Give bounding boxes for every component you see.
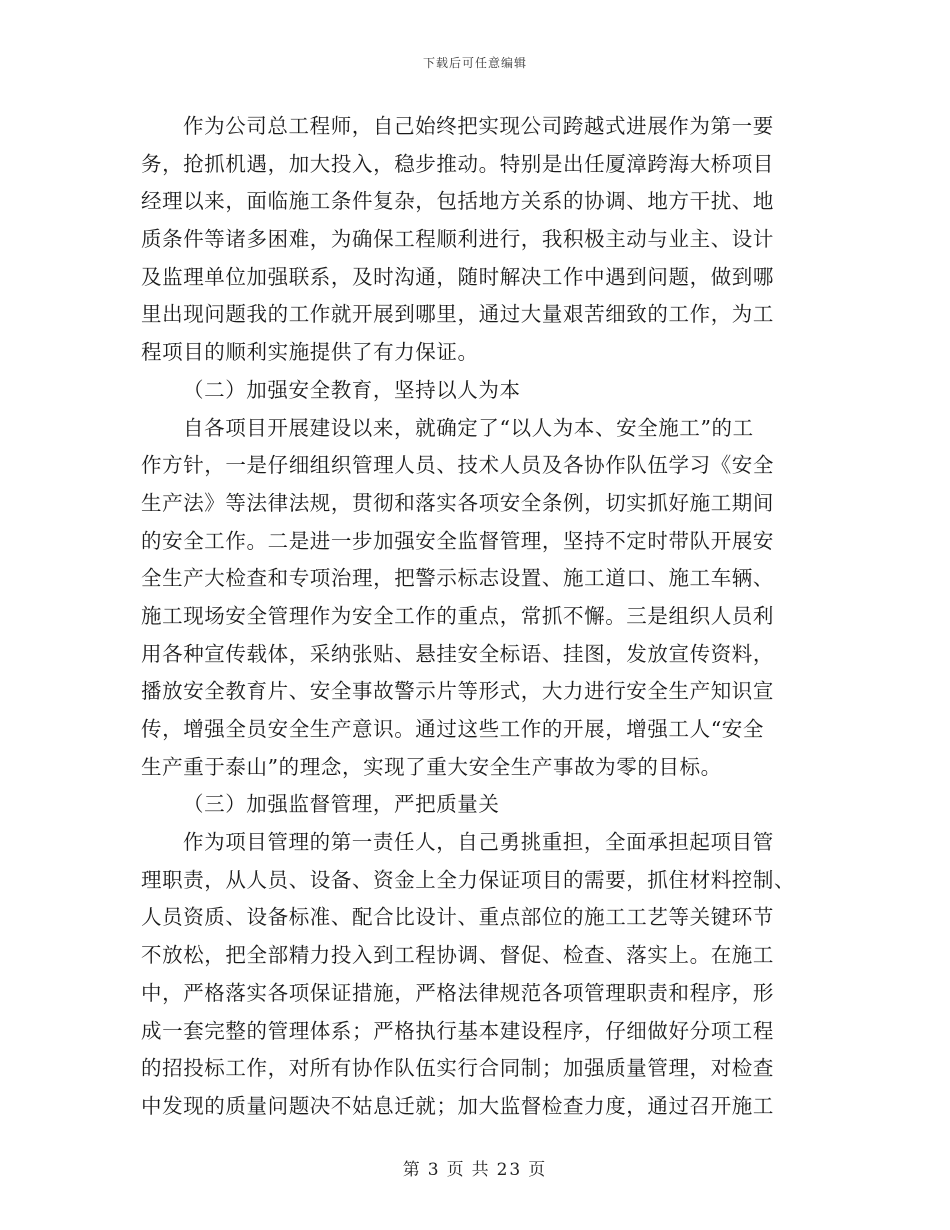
total-pages-number: 23 — [496, 1160, 523, 1180]
current-page-number: 3 — [427, 1160, 441, 1180]
page-header: 下载后可任意编辑 — [422, 56, 527, 70]
section-heading: （三）加强监督管理，严把质量关 — [183, 792, 500, 817]
body-line: 的安全工作。二是进一步加强安全监督管理，坚持不定时带队开展安 — [141, 528, 774, 553]
body-line: 程项目的顺利实施提供了有力保证。 — [141, 340, 479, 365]
body-line: 作为项目管理的第一责任人，自己勇挑重担，全面承担起项目管 — [183, 830, 774, 855]
body-line: 中发现的质量问题决不姑息迁就；加大监督检查力度，通过召开施工 — [141, 1093, 774, 1118]
body-line: 生产重于泰山”的理念，实现了重大安全生产事故为零的目标。 — [141, 754, 722, 779]
footer-total-label: 共 — [471, 1160, 491, 1180]
body-line: 传，增强全员安全生产意识。通过这些工作的开展，增强工人“安全 — [141, 717, 764, 741]
body-line: 里出现问题我的工作就开展到哪里，通过大量艰苦细致的工作，为工 — [141, 302, 774, 327]
footer-prefix: 第 — [402, 1160, 422, 1180]
body-line: 用各种宣传载体，采纳张贴、悬挂安全标语、挂图，发放宣传资料， — [141, 641, 774, 666]
body-line: 中，严格落实各项保证措施，严格法律规范各项管理职责和程序，形 — [141, 980, 774, 1005]
page-footer — [0, 1155, 950, 1180]
section-heading: （二）加强安全教育，坚持以人为本 — [183, 377, 521, 402]
footer-page-unit: 页 — [446, 1160, 466, 1180]
body-line: 施工现场安全管理作为安全工作的重点，常抓不懈。三是组织人员利 — [141, 603, 774, 628]
body-line: 全生产大检查和专项治理，把警示标志设置、施工道口、施工车辆、 — [141, 566, 774, 591]
body-line: 理职责，从人员、设备、资金上全力保证项目的需要，抓住材料控制、 — [141, 867, 796, 892]
body-line: 质条件等诸多困难，为确保工程顺利进行，我积极主动与业主、设计 — [141, 227, 774, 252]
body-line: 成一套完整的管理体系；严格执行基本建设程序，仔细做好分项工程 — [141, 1018, 774, 1043]
document-body — [141, 108, 811, 1126]
body-line: 人员资质、设备标准、配合比设计、重点部位的施工工艺等关键环节 — [141, 905, 774, 930]
body-line: 不放松，把全部精力投入到工程协调、督促、检查、落实上。在施工 — [141, 943, 774, 968]
body-line: 务，抢抓机遇，加大投入，稳步推动。特别是出任厦漳跨海大桥项目 — [141, 151, 774, 176]
body-line: 作方针，一是仔细组织管理人员、技术人员及各协作队伍学习《安全 — [141, 453, 774, 478]
body-line: 及监理单位加强联系，及时沟通，随时解决工作中遇到问题，做到哪 — [141, 264, 774, 289]
body-line: 生产法》等法律法规，贯彻和落实各项安全条例，切实抓好施工期间 — [141, 490, 774, 515]
body-line: 作为公司总工程师，自己始终把实现公司跨越式进展作为第一要 — [183, 114, 774, 138]
footer-suffix: 页 — [528, 1160, 548, 1180]
body-line: 经理以来，面临施工条件复杂，包括地方关系的协调、地方干扰、地 — [141, 189, 774, 214]
body-line: 自各项目开展建设以来，就确定了“以人为本、安全施工”的工 — [183, 415, 754, 440]
body-line: 播放安全教育片、安全事故警示片等形式，大力进行安全生产知识宣 — [141, 679, 774, 704]
body-line: 的招投标工作，对所有协作队伍实行合同制；加强质量管理，对检查 — [141, 1056, 774, 1081]
